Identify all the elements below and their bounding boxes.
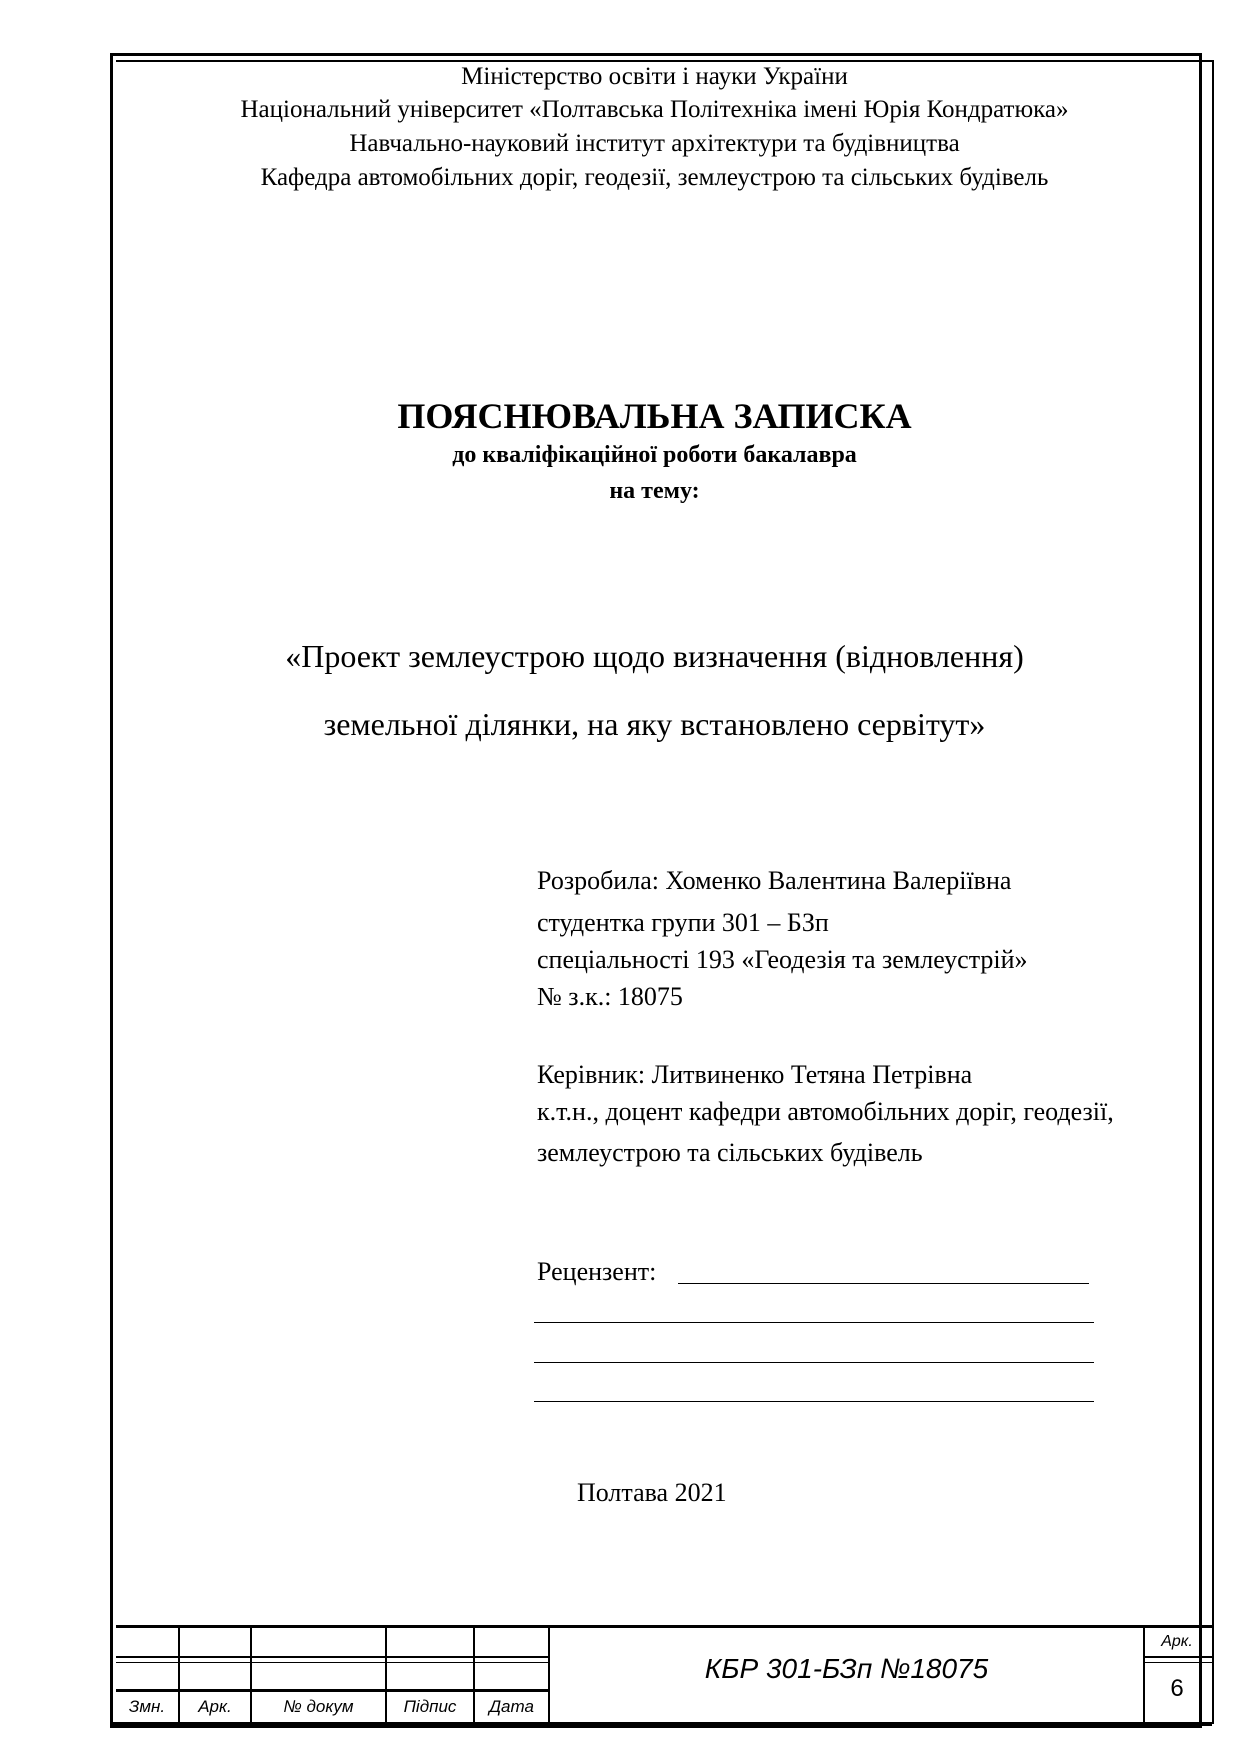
stamp-col-doc-number: № докум [283,1697,354,1716]
document-code: КБР 301-БЗп №18075 [704,1653,989,1684]
document-title: ПОЯСНЮВАЛЬНА ЗАПИСКА [397,396,912,436]
author-record-book: № з.к.: 18075 [537,982,683,1011]
stamp-col-change: Змн. [128,1697,166,1716]
stamp-row-line [116,1689,549,1692]
reviewer-blank-line [534,1401,1094,1402]
stamp-top-line [116,1625,1212,1628]
city-year: Полтава 2021 [577,1478,727,1507]
reviewer-blank-line [534,1322,1094,1323]
stamp-row-line [1144,1656,1212,1658]
department-line: Кафедра автомобільних доріг, геодезії, землеустрою та сільських будівель [260,164,1049,191]
reviewer-label: Рецензент: [537,1257,657,1286]
institute-line: Навчально-науковий інститут архітектури та будівництва [349,130,960,157]
author-name: Розробила: Хоменко Валентина Валеріївна [537,866,1012,895]
stamp-col-sheet: Арк. [198,1697,232,1716]
supervisor-name: Керівник: Литвиненко Тетяна Петрівна [537,1060,973,1089]
document-subtitle: до кваліфікаційної роботи бакалавра [452,442,857,468]
author-group: студентка групи 301 – БЗп [537,908,829,937]
stamp-col-line [1143,1625,1145,1724]
reviewer-blank-line [678,1283,1089,1284]
topic-label: на тему: [609,478,700,504]
stamp-row-line [116,1662,549,1663]
supervisor-title: к.т.н., доцент кафедри автомобільних доріг, геодезії, [537,1097,1114,1126]
supervisor-department: землеустрою та сільських будівель [537,1138,923,1167]
stamp-col-signature: Підпис [403,1697,457,1716]
stamp-bottom-line [110,1722,1212,1726]
stamp-col-date: Дата [489,1697,534,1716]
stamp-row-line [1144,1662,1212,1663]
ministry-line: Міністерство освіти і науки України [461,63,848,90]
sheet-label: Арк. [1161,1633,1193,1650]
topic-line-1: «Проект землеустрою щодо визначення (відновлення) [285,638,1024,674]
university-line: Національний університет «Полтавська Політехніка імені Юрія Кондратюка» [240,96,1069,123]
sheet-number: 6 [1170,1675,1184,1702]
topic-line-2: земельної ділянки, на яку встановлено сервітут» [323,706,986,742]
reviewer-blank-line [534,1362,1094,1363]
author-specialty: спеціальності 193 «Геодезія та землеустрій» [537,945,1028,974]
stamp-row-line [116,1656,549,1658]
